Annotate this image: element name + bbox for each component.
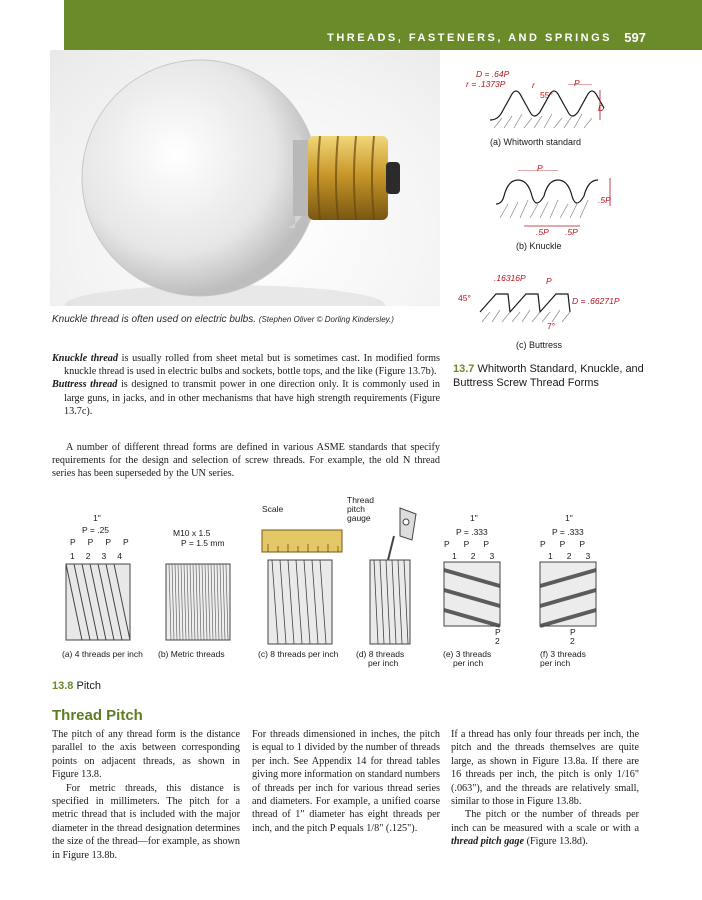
knuckle-caption: (b) Knuckle	[516, 241, 562, 251]
fig-f-numbers: 123	[548, 551, 605, 561]
whitworth-r-label: r = .1373P	[466, 79, 506, 89]
fig-b-screw	[160, 560, 238, 645]
col2-paragraph-1: For threads dimensioned in inches, the pitch is equal to 1 divided by the number of threads per inch. See Appendix 14 for thread tables giving more information on standard numbers of threads per inch for various thread series and diameters. For example, a unified coarse thread of 1" diameter has eight threads per inch, and the pitch P equals 1/8" (.125").	[252, 729, 440, 834]
fig-f-caption-l1: (f) 3 threads	[540, 649, 586, 659]
photo-caption	[52, 314, 394, 325]
header-margin	[0, 0, 64, 50]
figure-13-8-number: 13.8	[52, 680, 74, 692]
figure-13-7-number: 13.7	[453, 363, 475, 375]
buttress-p: P	[546, 276, 552, 286]
buttress-term: Buttress thread	[52, 379, 118, 391]
fig-c-scale-label: Scale	[262, 504, 284, 514]
column-1	[52, 728, 240, 862]
fig-e-two: 2	[495, 636, 500, 646]
whitworth-p: P	[574, 78, 580, 88]
fig-a-p-labels: PPPP	[70, 537, 141, 547]
buttress-angle-7: 7°	[547, 321, 556, 331]
fig-e-p2: P	[495, 627, 501, 637]
fig-e-inch: 1"	[470, 513, 478, 523]
fig-e-numbers: 123	[452, 551, 509, 561]
fig-e-caption-l2: per inch	[453, 658, 484, 668]
buttress-caption: (c) Buttress	[516, 340, 563, 350]
fig-f-p-labels: PPP	[540, 539, 600, 549]
col1-paragraph-2: For metric threads, this distance is specified in millimeters. The pitch for a metric thread that is included with the major diameter in the thread designation determines the size of the thread—for example, as shown in Figure 13.8b.	[52, 782, 240, 861]
chapter-title: THREADS, FASTENERS, AND SPRINGS	[327, 32, 612, 44]
knuckle-def-text: is usually rolled from sheet metal but is sometimes cast. In modified forms knuckle thread is used in electric bulbs and sockets, bottle tops, and the like (Figure 13.7b).	[64, 353, 440, 378]
buttress-d-label: D = .66271P	[572, 296, 620, 306]
knuckle-term: Knuckle thread	[52, 353, 118, 364]
fig-f-caption-l2: per inch	[540, 658, 571, 668]
figure-13-7-text: Whitworth Standard, Knuckle, and Buttress Screw Thread Forms	[453, 363, 644, 389]
bulb-photo	[50, 50, 440, 306]
fig-b-caption: (b) Metric threads	[158, 649, 225, 659]
fig-f-p2: P	[570, 627, 576, 637]
knuckle-definition	[52, 352, 440, 378]
fig-f-pitch: P = .333	[552, 527, 584, 537]
fig-d-caption-l2: per inch	[368, 658, 399, 668]
knuckle-dim-bottom-right: .5P	[565, 227, 578, 237]
whitworth-thread-drawing	[488, 84, 608, 134]
fig-d-gauge-label: Thread pitch gauge	[347, 495, 374, 523]
knuckle-dim-right: .5P	[598, 195, 611, 205]
chapter-header-bar	[0, 0, 702, 50]
asme-paragraph: A number of different thread forms are defined in various ASME standards that specify requirements for the design and selection of screw threads. For example, the old N thread series has been superseded by the UN series.	[52, 442, 440, 480]
thread-pitch-gage-term: thread pitch gage	[451, 836, 525, 848]
buttress-definition	[52, 378, 440, 418]
photo-caption-text: Knuckle thread is often used on electric bulbs.	[52, 314, 257, 325]
fig-b-pitch: P = 1.5 mm	[181, 538, 225, 548]
buttress-thread-drawing	[478, 282, 578, 324]
buttress-dim-top: .16316P	[494, 273, 526, 283]
buttress-angle-45: 45°	[458, 293, 471, 303]
whitworth-caption: (a) Whitworth standard	[490, 137, 582, 147]
buttress-def-text: is designed to transmit power in one direction only. It is commonly used in large guns, in jacks, and in other mechanisms that have high strength requirements (Figure 13.7c).	[64, 379, 440, 417]
photo-credit: (Stephen Oliver © Dorling Kindersley.)	[258, 315, 394, 324]
knuckle-p: P	[537, 163, 543, 173]
whitworth-angle: 55°	[540, 90, 553, 100]
fig-c-caption: (c) 8 threads per inch	[258, 649, 339, 659]
section-heading: Thread Pitch	[52, 707, 143, 724]
figure-13-8-caption	[52, 680, 101, 692]
figure-13-7-caption	[453, 362, 653, 390]
whitworth-r: r	[532, 80, 535, 90]
fig-f-inch: 1"	[565, 513, 573, 523]
fig-a-screw	[60, 560, 138, 645]
column-2	[252, 728, 440, 835]
fig-a-pitch: P = .25	[82, 525, 110, 535]
fig-f-two: 2	[570, 636, 575, 646]
fig-d-gauge-and-screw	[360, 500, 424, 648]
fig-a-inch: 1"	[93, 513, 101, 523]
definitions-block	[52, 352, 440, 418]
fig-e-caption-l1: (e) 3 threads	[443, 649, 492, 659]
col3-paragraph-2: The pitch or the number of threads per inch can be measured with a scale or with a thread pitch gage (Figure 13.8d).	[451, 809, 639, 848]
column-3	[451, 728, 639, 849]
figure-13-8-text: Pitch	[76, 680, 101, 692]
col3-paragraph-1: If a thread has only four threads per inch, the pitch and the threads themselves are quite large, as shown in Figure 13.8a. If there are 16 threads per inch, the pitch is only 1/16" (.063"), and the threads are relatively small, similar to those in Figure 13.8b.	[451, 729, 639, 808]
fig-e-screw	[440, 560, 510, 630]
fig-b-spec: M10 x 1.5	[173, 528, 211, 538]
fig-e-pitch: P = .333	[456, 527, 488, 537]
knuckle-dim-bottom-left: .5P	[536, 227, 549, 237]
fig-e-p-labels: PPP	[444, 539, 504, 549]
fig-a-numbers: 1234	[70, 551, 133, 561]
fig-c-scale-and-screw	[258, 520, 348, 648]
bulb-illustration	[50, 50, 440, 306]
whitworth-d-label: D = .64P	[476, 69, 510, 79]
fig-d-caption-l1: (d) 8 threads	[356, 649, 405, 659]
page-number: 597	[624, 30, 646, 45]
col1-paragraph-1: The pitch of any thread form is the distance parallel to the axis between corresponding points on adjacent threads, as shown in Figure 13.8.	[52, 729, 240, 781]
fig-a-caption: (a) 4 threads per inch	[62, 649, 143, 659]
whitworth-d: D	[598, 103, 605, 113]
fig-f-screw	[536, 560, 606, 630]
